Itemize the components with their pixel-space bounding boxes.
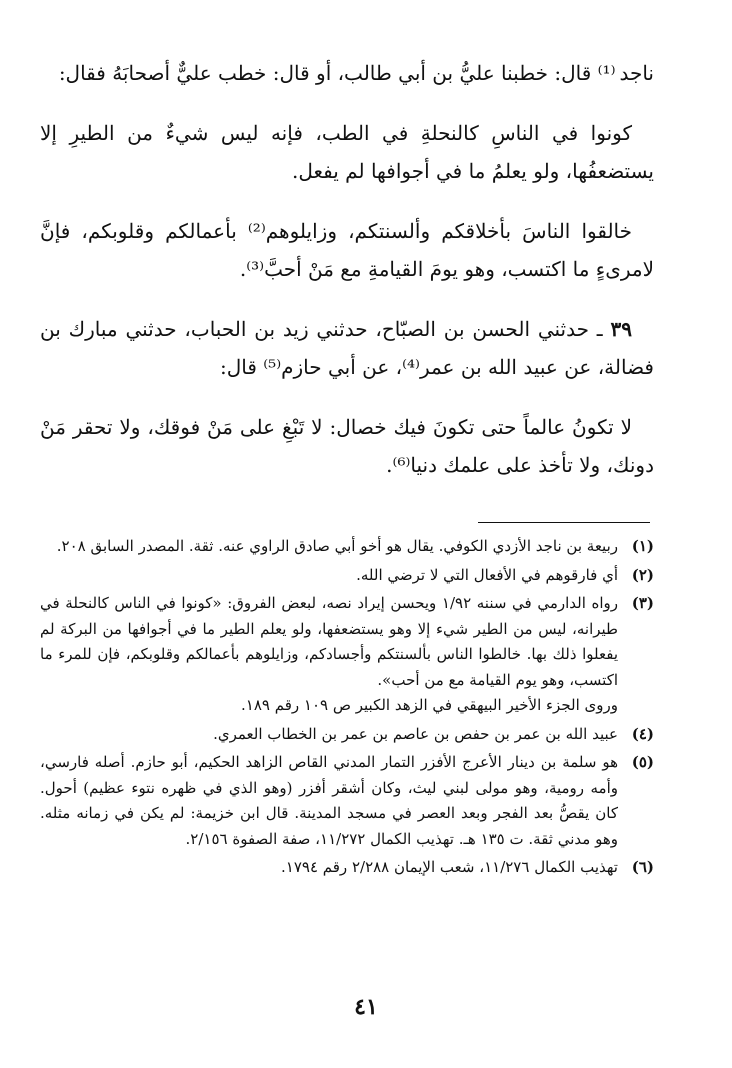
paragraph-5: لا تكونُ عالماً حتى تكونَ فيك خصال: لا تَبْغِ على مَنْ فوقك، ولا تحقر مَنْ دونك، ولا تأخذ على علمك دنيا⁽⁶⁾.: [40, 415, 654, 477]
footnote-text: أي فارقوهم في الأفعال التي لا ترضي الله.: [356, 565, 618, 584]
footnote-4: [40, 722, 654, 748]
paragraph-4: [40, 310, 654, 386]
footnote-6: [40, 855, 654, 881]
page-number: ٤١: [354, 994, 378, 1020]
footnote-number: (٣): [631, 594, 654, 612]
footnotes: [40, 534, 654, 884]
footnote-text: هو سلمة بن دينار الأعرج الأفزر التمار المدني القاص الزاهد الحكيم، أبو حازم. أصله فارسي، وأمه رومية، وهو مولى لبني ليث، وكان أشقر أفزر (وهو الذي في ظهره نتوء عظيم) أحول. كان يقصُّ بعد الفجر وبعد العصر في مسجد المدينة. قال ابن خزيمة: لم يكن في زمانه مثله. وهو مدني ثقة. ت ١٣٥ هـ. تهذيب الكمال ١١/٢٧٢، صفة الصفوة ٢/١٥٦.: [40, 753, 618, 848]
main-text: [40, 54, 654, 484]
paragraph-2: كونوا في الناسِ كالنحلةِ في الطب، فإنه ليس شيءٌ من الطيرِ إلا يستضعفُها، ولو يعلمُ ما في أجوافها لم يفعل.: [40, 121, 654, 183]
footnote-number: (٦): [631, 858, 654, 876]
footnote-text: ربيعة بن ناجد الأزدي الكوفي. يقال هو أخو أبي صادق الراوي عنه. ثقة. المصدر السابق ٢٠٨.: [56, 537, 618, 555]
footnote-number: (٥): [631, 753, 654, 771]
footnote-number: (٢): [631, 565, 654, 584]
footnote-number: (١): [631, 537, 654, 555]
footnote-text: عبيد الله بن عمر بن حفص بن عاصم بن عمر بن الخطاب العمري.: [213, 724, 618, 743]
paragraph-4-text: ـ حدثني الحسن بن الصبّاح، حدثني زيد بن الحباب، حدثني مبارك بن فضالة، عن عبيد الله بن عمر⁽⁴⁾، عن أبي حازم⁽⁵⁾ قال:: [40, 317, 654, 379]
footnote-5: [40, 750, 654, 852]
footnote-divider: [478, 522, 650, 523]
paragraph-3: خالقوا الناسَ بأخلاقكم وألسنتكم، وزايلوهم⁽²⁾ بأعمالكم وقلوبكم، فإنَّ لامرىءٍ ما اكتسب، وهو يومَ القيامةِ مع مَنْ أحبَّ⁽³⁾.: [40, 219, 654, 281]
footnote-extra: وروى الجزء الأخير البيهقي في الزهد الكبير ص ١٠٩ رقم ١٨٩.: [241, 696, 618, 714]
footnote-1: [40, 534, 654, 560]
footnote-2: [40, 563, 654, 589]
footnote-text: رواه الدارمي في سننه ١/٩٢ ويحسن إيراد نصه، لبعض الفروق: «كونوا في الناس كالنحلة في طيرانه، ليس من الطير شيء إلا وهو يستضعفها، ولو يعلم الطير ما في أجوافها من البركة لم يفعلوا ذلك بها. خالطوا الناس بألسنتكم وأجسادكم، وزايلوهم بأعمالكم وقلوبكم، فإن للمرء ما اكتسب، وهو يوم القيامة مع من أحب».: [40, 594, 618, 689]
footnote-3: [40, 591, 654, 719]
footnote-text: تهذيب الكمال ١١/٢٧٦، شعب الإيمان ٢/٢٨٨ رقم ١٧٩٤.: [281, 858, 618, 876]
footnote-number: (٤): [631, 724, 654, 743]
hadith-number: ٣٩: [610, 317, 632, 341]
paragraph-1: ناجد ⁽¹⁾ قال: خطبنا عليُّ بن أبي طالب، أو قال: خطب عليٌّ أصحابَهُ فقال:: [58, 61, 654, 85]
